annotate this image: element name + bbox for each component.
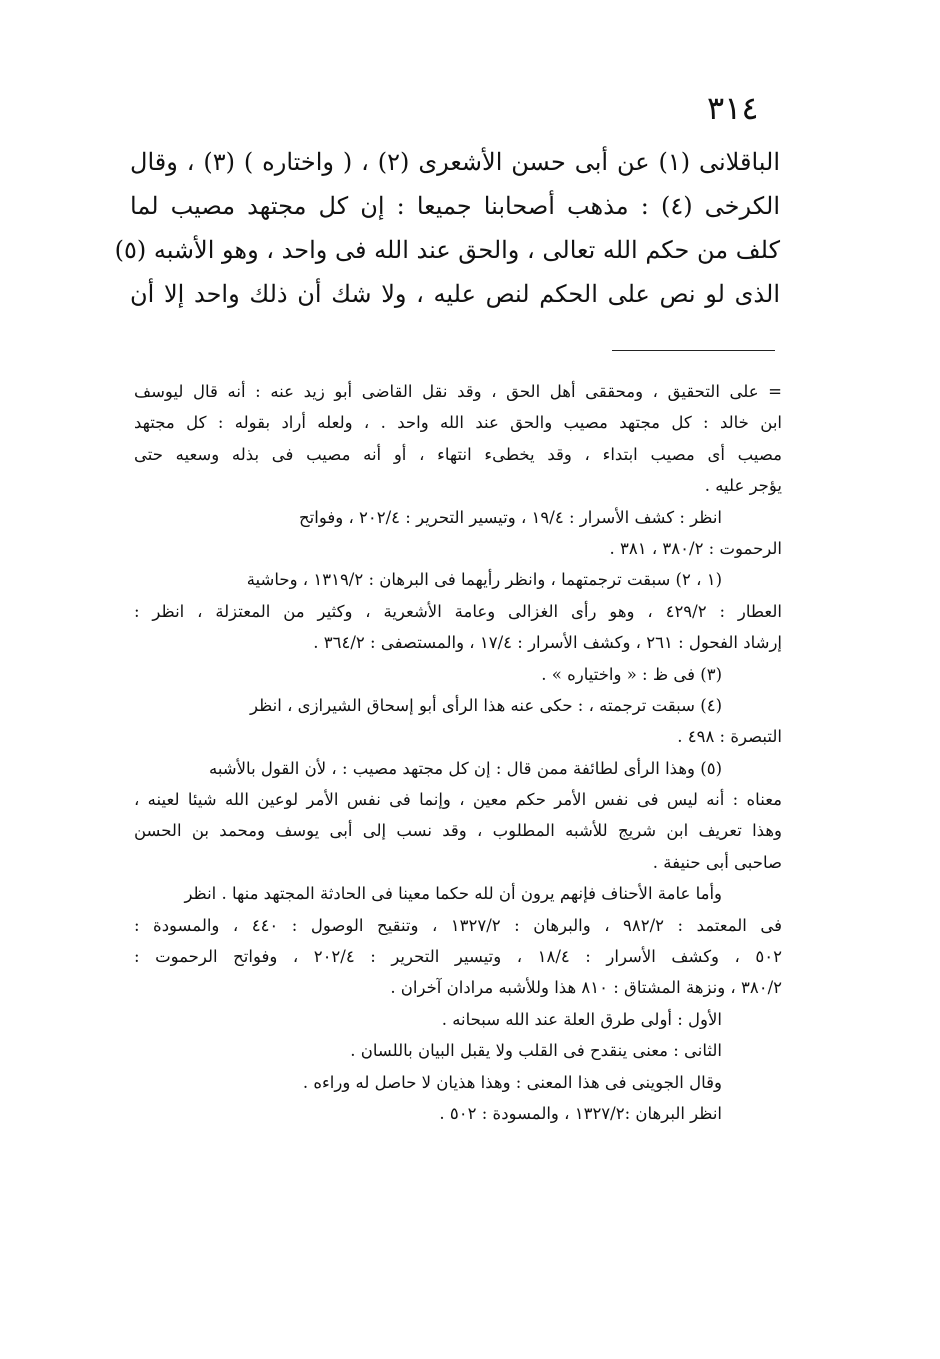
footnote-line: ٥٠٢ ، وكشف الأسرار : ١٨/٤ ، وتيسير التحرير : ٢٠٢/٤ ، وفواتح الرحموت : <box>134 947 782 967</box>
footnote-line: العطار : ٤٢٩/٢ ، وهو رأى الغزالى وعامة الأشعرية ، وكثير من المعتزلة ، انظر : <box>134 601 782 621</box>
footnote-separator <box>612 350 775 351</box>
footnote-line: وأما عامة الأحناف فإنهم يرون أن لله حكما معينا فى الحادثة المجتهد منها . انظر <box>184 884 722 904</box>
footnote-line: يؤجر عليه . <box>704 476 782 496</box>
footnote-line: انظر البرهان :١٣٢٧/٢ ، والمسودة : ٥٠٢ . <box>439 1103 722 1123</box>
footnote-line: (٤) سبقت ترجمته ، : حكى عنه هذا الرأى أبو إسحاق الشيرازى ، انظر <box>250 695 722 715</box>
footnote-line: الأول : أولى طرق العلة عند الله سبحانه . <box>441 1009 722 1029</box>
footnote-line: صاحبى أبى حنيفة . <box>652 852 782 872</box>
main-text <box>114 140 780 316</box>
footnote-line: الثانى : معنى ينقدح فى القلب ولا يقبل البيان باللسان . <box>350 1041 722 1061</box>
main-text-line: الذى لو نص على الحكم لنص عليه ، ولا شك أن ذلك واحد إلا أن <box>130 280 780 308</box>
footnote-line: = على التحقيق ، ومحققى أهل الحق ، وقد نقل القاضى أبو زيد عنه : أنه قال ليوسف <box>134 382 782 401</box>
footnote-line: التبصرة : ٤٩٨ . <box>677 727 782 747</box>
footnote-line: وقال الجوينى فى هذا المعنى : وهذا هذيان لا حاصل له وراءه . <box>302 1072 722 1092</box>
footnote-line: (١ ، ٢) سبقت ترجمتهما ، وانظر رأيهما فى البرهان : ١٣١٩/٢ ، وحاشية <box>246 570 722 590</box>
main-text-line: كلف من حكم الله تعالى ، والحق عند الله فى واحد ، وهو الأشبه (٥) <box>114 236 780 264</box>
footnote-line: مصيب أى مصيب ابتداء ، وقد يخطىء انتهاء ، أو أنه مصيب فى بذله وسعيه حتى <box>134 444 782 464</box>
main-text-line: الباقلانى (١) عن أبى حسن الأشعرى (٢) ، ( واختاره ) (٣) ، وقال <box>130 148 780 176</box>
main-text-line: الكرخى (٤) : مذهب أصحابنا جميعا : إن كل مجتهد مصيب لما <box>130 192 780 220</box>
footnote-line: ابن خالد : كل مجتهد مصيب والحق عند الله واحد . ، ولعله أراد بقوله : كل مجتهد <box>134 413 782 433</box>
footnote-line: فى المعتمد : ٩٨٢/٢ ، والبرهان : ١٣٢٧/٢ ، وتنقيح الوصول : ٤٤٠ ، والمسودة : <box>134 915 782 935</box>
footnote-line: (٣) فى ظ : « واختياره » . <box>541 664 722 684</box>
footnote-line: ٣٨٠/٢ ، ونزهة المشتاق : ٨١٠ هذا وللأشبه مرادان آخران . <box>390 978 782 998</box>
page-number: ٣١٤ <box>707 89 759 127</box>
footnote-line: انظر : كشف الأسرار : ١٩/٤ ، وتيسير التحرير : ٢٠٢/٤ ، وفواتح <box>299 507 722 527</box>
footnotes <box>134 376 782 1129</box>
footnote-line: وهذا تعريف ابن شريج للأشبه المطلوب ، وقد نسب إلى أبى يوسف ومحمد بن الحسن <box>134 821 782 841</box>
footnote-line: إرشاد الفحول : ٢٦١ ، وكشف الأسرار : ١٧/٤ ، والمستصفى : ٣٦٤/٢ . <box>313 633 782 653</box>
footnote-line: الرحموت : ٣٨٠/٢ ، ٣٨١ . <box>609 538 782 558</box>
footnote-line: معناه : أنه ليس فى نفس الأمر حكم معين ، وإنما فى نفس الأمر لوعين الله شيئا لعينه ، <box>134 790 782 810</box>
footnote-line: (٥) وهذا الرأى لطائفة ممن قال : إن كل مجتهد مصيب : ، لأن القول بالأشبه <box>208 758 722 778</box>
